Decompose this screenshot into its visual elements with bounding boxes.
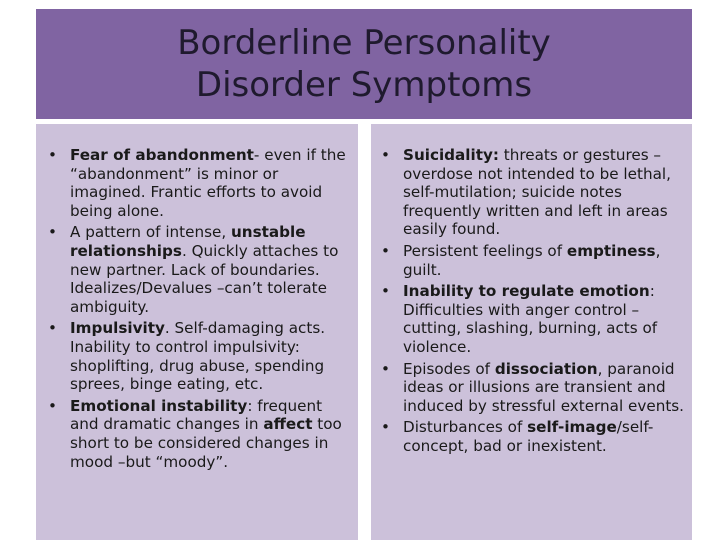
item-pre: Episodes of	[403, 359, 495, 378]
item-bold: unstable relationships	[70, 223, 306, 260]
item-bold: self-image	[527, 418, 617, 437]
item-text: /self-concept, bad or inexistent.	[403, 418, 654, 455]
list-item-self-image	[371, 418, 684, 455]
right-bullet-list	[371, 124, 692, 456]
item-text: : frequent and dramatic changes in	[70, 396, 323, 434]
list-item-suicidality	[371, 146, 684, 239]
item-text: : Difficulties with anger control – cutting, slashing, burning, acts of violence.	[403, 282, 658, 356]
bullet-icon: •	[381, 146, 390, 164]
list-item-dissociation	[371, 360, 684, 416]
bullet-icon: •	[381, 418, 390, 437]
bullet-icon: •	[381, 359, 390, 378]
left-panel	[36, 124, 358, 540]
list-item-emotional-instability	[28, 397, 352, 471]
list-item-fear-of-abandonment	[28, 146, 352, 220]
item-bold: dissociation	[494, 359, 598, 378]
bullet-icon: •	[48, 319, 57, 338]
bullet-icon: •	[381, 241, 390, 260]
item-bold: Impulsivity	[70, 319, 165, 338]
bullet-icon: •	[48, 396, 57, 415]
item-text: threats or gestures – overdose not intended to be lethal, self-mutilation; suicide notes frequently written and left in areas easily found.	[403, 146, 671, 239]
right-panel	[371, 124, 692, 540]
bullet-icon: •	[48, 146, 57, 164]
item-text: , paranoid ideas or illusions are transient and induced by stressful external events.	[403, 359, 685, 415]
item-pre: Disturbances of	[403, 418, 528, 437]
list-item-emptiness	[371, 242, 684, 279]
bullet-icon: •	[381, 282, 390, 301]
list-item-unstable-relationships	[28, 223, 352, 316]
list-item-impulsivity	[28, 319, 352, 393]
item-text: - even if the “abandonment” is minor or imagined. Frantic efforts to avoid being alone.	[70, 146, 346, 220]
item-bold: Emotional instability	[70, 396, 248, 415]
item-pre: Persistent feelings of	[403, 241, 567, 260]
item-text: . Quickly attaches to new partner. Lack of boundaries. Idealizes/Devalues –can’t tolerate ambiguity.	[70, 241, 339, 316]
slide-title: Borderline Personality Disorder Symptoms	[177, 23, 551, 105]
title-band	[36, 9, 692, 119]
item-bold: Suicidality:	[403, 146, 499, 164]
item-pre: A pattern of intense,	[70, 223, 231, 242]
item-bold-2: affect	[263, 415, 313, 434]
item-bold: Fear of abandonment	[70, 146, 254, 164]
list-item-regulate-emotion	[371, 282, 684, 356]
item-text: . Self-damaging acts. Inability to control impulsivity: shoplifting, drug abuse, spending sprees, binge eating, etc.	[70, 319, 326, 394]
item-bold: Inability to regulate emotion	[403, 282, 650, 301]
bullet-icon: •	[48, 223, 57, 242]
item-text: , guilt.	[403, 241, 661, 279]
item-bold: emptiness	[566, 241, 656, 260]
item-text-2: too short to be considered changes in mood –but “moody”.	[70, 415, 342, 471]
left-bullet-list	[36, 124, 358, 471]
